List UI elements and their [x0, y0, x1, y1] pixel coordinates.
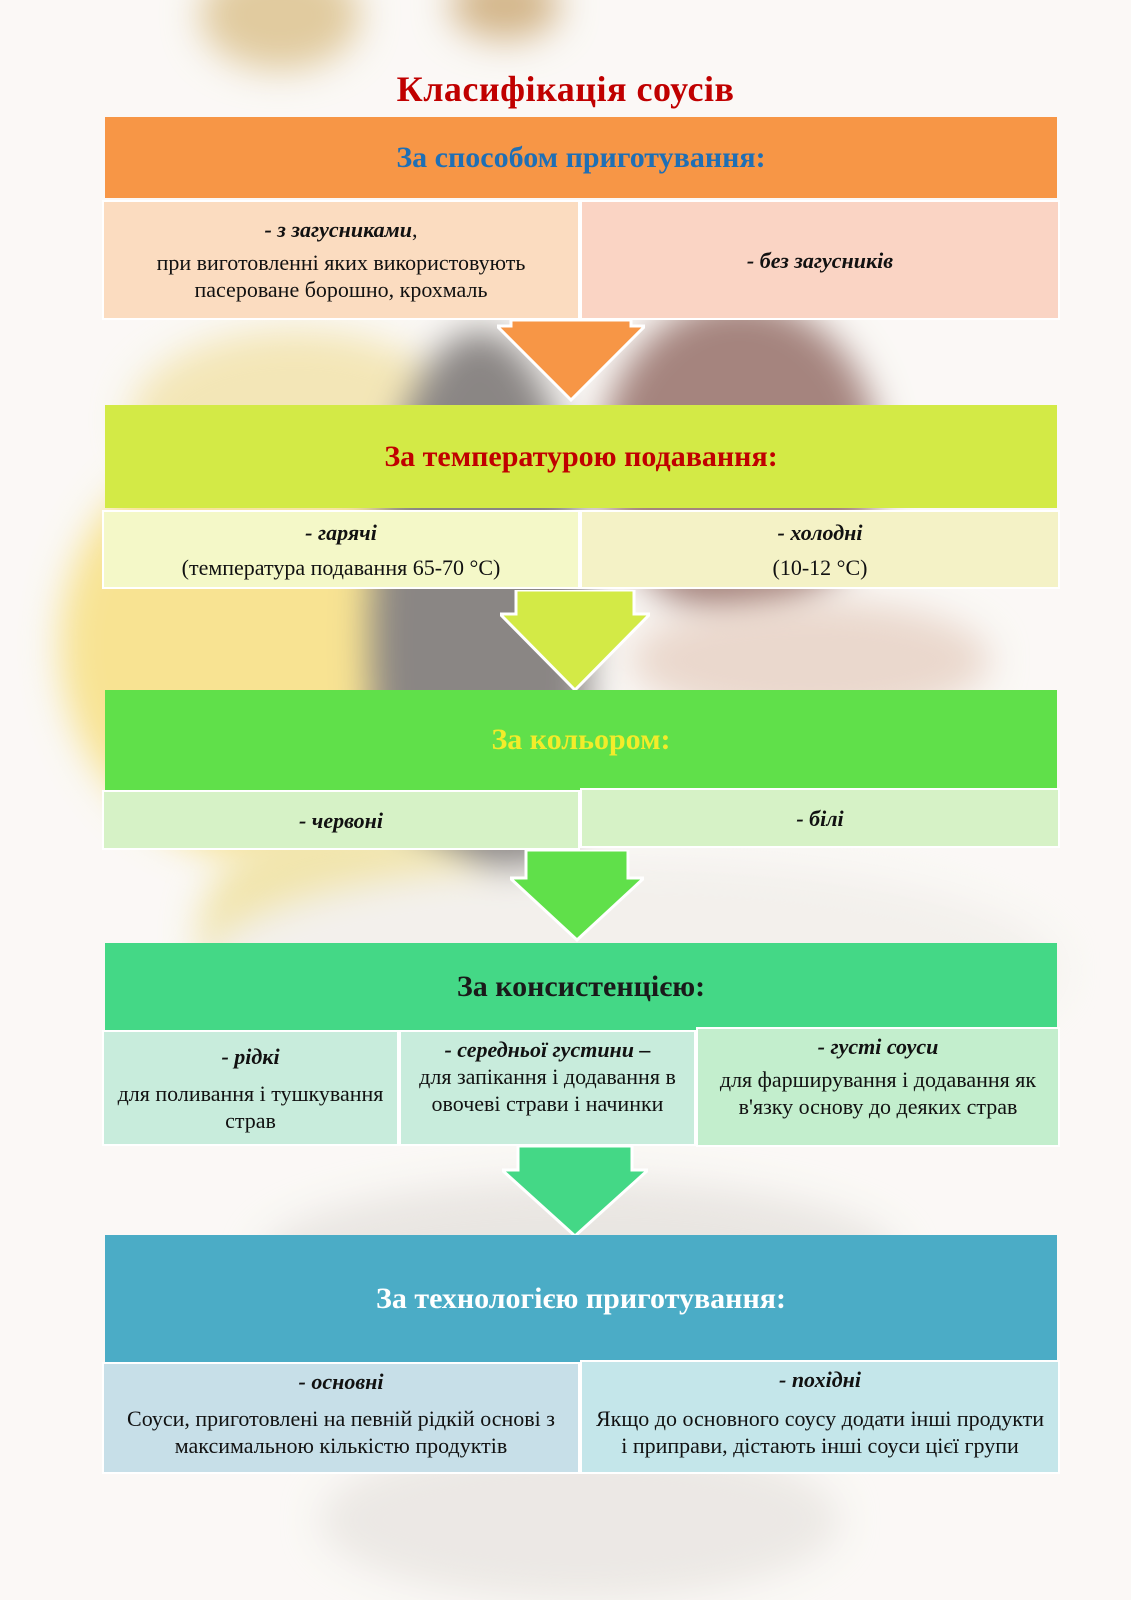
category-label: - білі [796, 805, 844, 831]
page-title: Класифікація соусів [396, 69, 735, 109]
category-description: Соуси, приготовлені на певній рідкій основі з максимальною кількістю продуктів [127, 1406, 555, 1458]
category-label: - без загусників [746, 247, 894, 273]
category-label-suffix: , [412, 217, 418, 242]
category-description: (10-12 °С) [772, 554, 868, 580]
section-header-preparation-method: За способом приготування: [105, 117, 1057, 198]
arrow-down-icon [510, 850, 644, 942]
category-description: при виготовленні яких використовують пасероване борошно, крохмаль [156, 250, 526, 302]
category-derived [580, 1360, 1060, 1474]
category-label: - холодні [777, 519, 863, 545]
category-label-line [264, 216, 417, 243]
category-label: - рідкі [221, 1043, 280, 1069]
section-header-consistency: За консистенцією: [105, 943, 1057, 1030]
category-with-thickeners [102, 200, 580, 320]
category-red [102, 790, 580, 850]
category-description: для поливання і тушкування страв [117, 1080, 384, 1133]
category-basic [102, 1362, 580, 1474]
category-description: для фарширування і додавання як в'язку основу до деяких страв [719, 1067, 1037, 1119]
category-description: Якщо до основного соусу додати інші продукти і приправи, дістають інші соуси цієї групи [595, 1406, 1044, 1458]
category-medium-thickness [399, 1030, 696, 1146]
category-without-thickeners [580, 200, 1060, 320]
section-header-serving-temperature: За температурою подавання: [105, 405, 1057, 508]
category-liquid [102, 1030, 399, 1146]
arrow-down-icon [502, 1146, 648, 1238]
category-label: - основні [298, 1369, 384, 1394]
category-label: - густі соуси [817, 1034, 939, 1059]
category-label: - червоні [298, 807, 383, 833]
category-cold [580, 510, 1060, 589]
category-description: (температура подавання 65-70 °С) [181, 554, 501, 580]
arrow-down-icon [500, 590, 650, 692]
category-label: - середньої густини – [444, 1037, 651, 1062]
arrow-down-icon [497, 320, 645, 402]
category-description: для запікання і додавання в овочеві страви і начинки [419, 1064, 676, 1116]
category-label: - з загусниками [264, 217, 412, 242]
category-white [580, 788, 1060, 848]
category-hot [102, 510, 580, 589]
section-header-color: За кольором: [105, 690, 1057, 790]
category-thick [696, 1027, 1060, 1147]
category-label: - похідні [779, 1367, 861, 1392]
category-label: - гарячі [305, 519, 377, 545]
section-header-technology: За технологією приготування: [105, 1235, 1057, 1362]
